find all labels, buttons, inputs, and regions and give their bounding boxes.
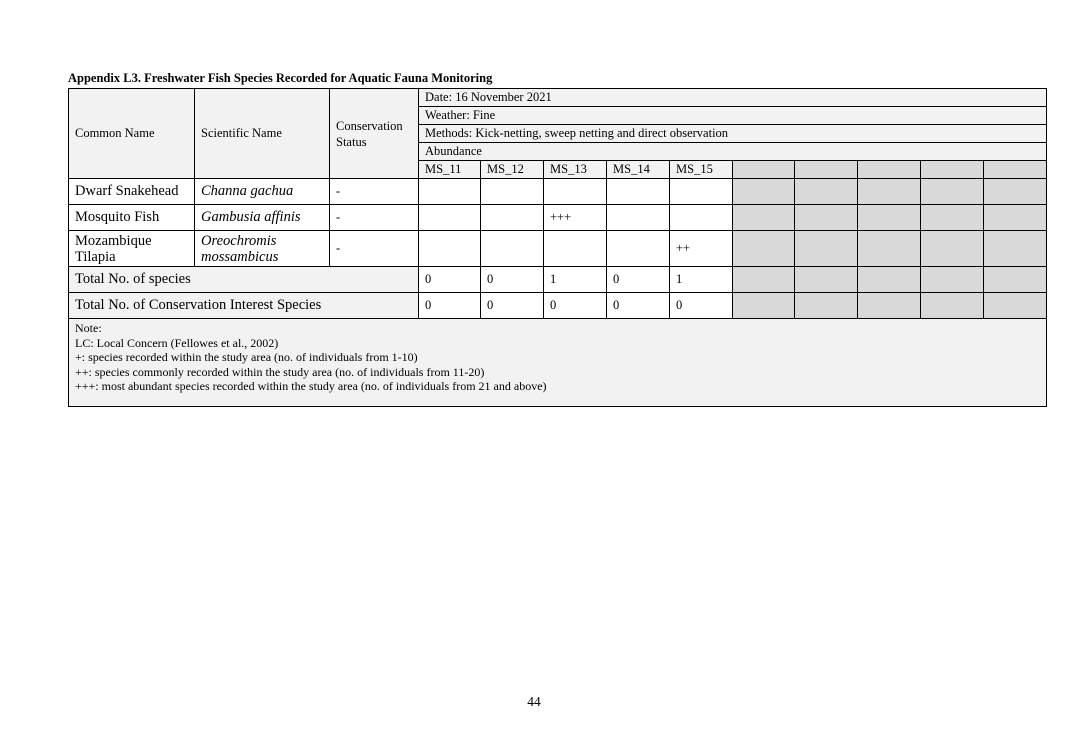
- note-line: LC: Local Concern (Fellowes et al., 2002): [75, 335, 279, 350]
- notes-cell: [69, 319, 1047, 407]
- common-name-cell: Mozambique Tilapia: [69, 231, 195, 267]
- abundance-cell: [607, 205, 670, 231]
- abundance-cell: [670, 179, 733, 205]
- empty-shaded-cell: [921, 205, 984, 231]
- empty-shaded-cell: [921, 231, 984, 267]
- empty-shaded-cell: [795, 267, 858, 293]
- abundance-cell: [481, 179, 544, 205]
- common-name-cell: Mosquito Fish: [69, 205, 195, 231]
- total-cell: 0: [481, 293, 544, 319]
- header-common-name: Common Name: [69, 89, 195, 179]
- station-header: MS_14: [607, 161, 670, 179]
- empty-shaded-cell: [858, 205, 921, 231]
- scientific-name-cell: Gambusia affinis: [195, 205, 330, 231]
- table-row: [69, 205, 1047, 231]
- empty-shaded-cell: [858, 267, 921, 293]
- empty-shaded-cell: [733, 231, 795, 267]
- empty-shaded-cell: [795, 161, 858, 179]
- note-heading: Note:: [75, 321, 102, 335]
- station-header: MS_13: [544, 161, 607, 179]
- header-conservation-status: Conservation Status: [330, 89, 419, 179]
- empty-shaded-cell: [858, 179, 921, 205]
- total-cell: 0: [670, 293, 733, 319]
- total-cell: 1: [544, 267, 607, 293]
- total-conservation-label: Total No. of Conservation Interest Species: [69, 293, 419, 319]
- abundance-cell: [419, 231, 481, 267]
- header-abundance: Abundance: [419, 143, 1047, 161]
- empty-shaded-cell: [984, 205, 1047, 231]
- table-row: [69, 179, 1047, 205]
- total-cell: 0: [419, 293, 481, 319]
- status-cell: -: [330, 231, 419, 267]
- empty-shaded-cell: [733, 179, 795, 205]
- total-cell: 0: [544, 293, 607, 319]
- scientific-name-cell: Oreochromis mossambicus: [195, 231, 330, 267]
- empty-shaded-cell: [733, 161, 795, 179]
- total-cell: 0: [607, 267, 670, 293]
- note-line: +: species recorded within the study area (no. of individuals from 1-10): [75, 350, 418, 364]
- header-methods: Methods: Kick-netting, sweep netting and direct observation: [419, 125, 1047, 143]
- empty-shaded-cell: [733, 205, 795, 231]
- abundance-cell: [419, 205, 481, 231]
- abundance-cell: [544, 231, 607, 267]
- station-header: MS_12: [481, 161, 544, 179]
- empty-shaded-cell: [858, 293, 921, 319]
- total-row: [69, 267, 1047, 293]
- common-name-cell: Dwarf Snakehead: [69, 179, 195, 205]
- station-header: MS_15: [670, 161, 733, 179]
- abundance-cell: [607, 231, 670, 267]
- empty-shaded-cell: [795, 205, 858, 231]
- status-cell: -: [330, 205, 419, 231]
- note-line: ++: species commonly recorded within the study area (no. of individuals from 11-20): [75, 364, 485, 379]
- total-cell: 0: [607, 293, 670, 319]
- header-scientific-name: Scientific Name: [195, 89, 330, 179]
- header-weather: Weather: Fine: [419, 107, 1047, 125]
- total-cell: 0: [419, 267, 481, 293]
- page-number: 44: [527, 694, 541, 709]
- empty-shaded-cell: [733, 267, 795, 293]
- empty-shaded-cell: [984, 267, 1047, 293]
- abundance-cell: [481, 205, 544, 231]
- abundance-cell: [544, 179, 607, 205]
- empty-shaded-cell: [921, 267, 984, 293]
- fish-species-table: [68, 88, 1047, 407]
- header-date: Date: 16 November 2021: [419, 89, 1047, 107]
- empty-shaded-cell: [921, 293, 984, 319]
- total-species-label: Total No. of species: [69, 267, 419, 293]
- total-cell: 1: [670, 267, 733, 293]
- abundance-cell: +++: [544, 205, 607, 231]
- empty-shaded-cell: [984, 231, 1047, 267]
- empty-shaded-cell: [795, 231, 858, 267]
- table-row: [69, 231, 1047, 267]
- empty-shaded-cell: [984, 293, 1047, 319]
- abundance-cell: [607, 179, 670, 205]
- note-line: +++: most abundant species recorded within the study area (no. of individuals from 21 and above): [75, 379, 547, 393]
- empty-shaded-cell: [984, 179, 1047, 205]
- station-header: MS_11: [419, 161, 481, 179]
- abundance-cell: [419, 179, 481, 205]
- total-row: [69, 293, 1047, 319]
- abundance-cell: ++: [670, 231, 733, 267]
- total-cell: 0: [481, 267, 544, 293]
- abundance-cell: [670, 205, 733, 231]
- empty-shaded-cell: [858, 231, 921, 267]
- empty-shaded-cell: [795, 293, 858, 319]
- empty-shaded-cell: [921, 179, 984, 205]
- empty-shaded-cell: [858, 161, 921, 179]
- status-cell: -: [330, 179, 419, 205]
- empty-shaded-cell: [795, 179, 858, 205]
- empty-shaded-cell: [921, 161, 984, 179]
- empty-shaded-cell: [984, 161, 1047, 179]
- empty-shaded-cell: [733, 293, 795, 319]
- table-title: Appendix L3. Freshwater Fish Species Recorded for Aquatic Fauna Monitoring: [68, 71, 493, 85]
- scientific-name-cell: Channa gachua: [195, 179, 330, 205]
- abundance-cell: [481, 231, 544, 267]
